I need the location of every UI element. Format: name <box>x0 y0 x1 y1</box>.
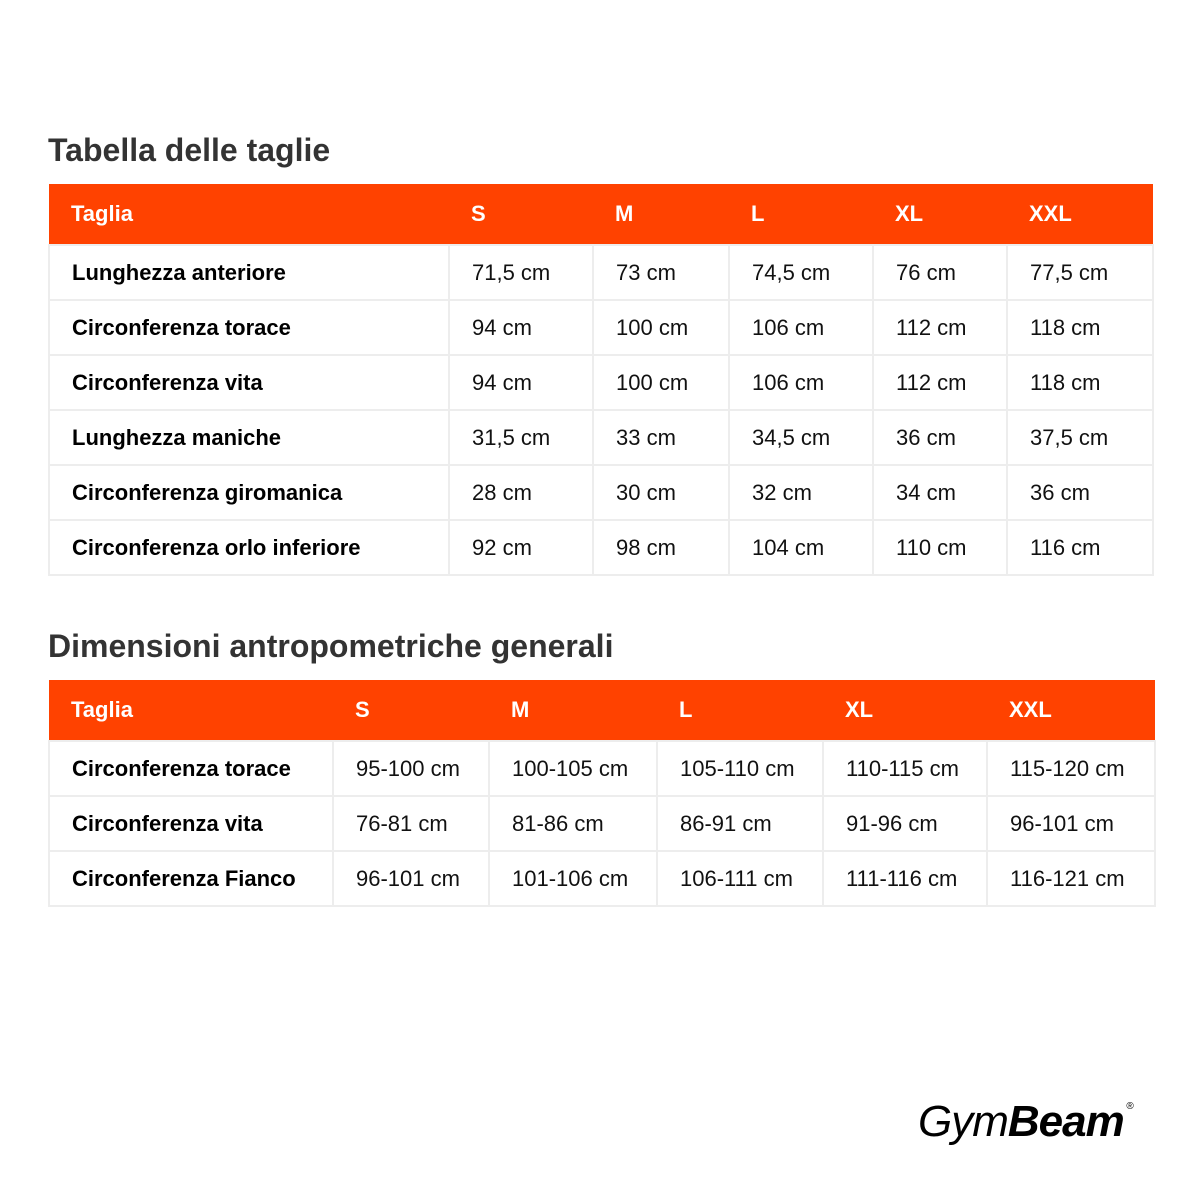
header-cell-m: M <box>593 184 729 245</box>
table-row <box>49 465 1153 520</box>
anthropometric-table <box>48 680 1156 907</box>
header-cell-xxl: XXL <box>987 680 1155 741</box>
row-label: Circonferenza vita <box>49 355 449 410</box>
table-cell: 94 cm <box>449 355 593 410</box>
header-row <box>49 680 1155 741</box>
row-label: Circonferenza vita <box>49 796 333 851</box>
table-cell: 30 cm <box>593 465 729 520</box>
row-label: Circonferenza Fianco <box>49 851 333 906</box>
table-row <box>49 796 1155 851</box>
gymbeam-logo <box>918 1097 1134 1146</box>
table-cell: 32 cm <box>729 465 873 520</box>
logo-text-beam: Beam <box>1007 1097 1124 1146</box>
table-cell: 37,5 cm <box>1007 410 1153 465</box>
table-cell: 116-121 cm <box>987 851 1155 906</box>
row-label: Lunghezza anteriore <box>49 245 449 300</box>
table-cell: 95-100 cm <box>333 741 489 796</box>
table-cell: 112 cm <box>873 355 1007 410</box>
table-cell: 106-111 cm <box>657 851 823 906</box>
header-cell-s: S <box>333 680 489 741</box>
table-cell: 100 cm <box>593 355 729 410</box>
table-cell: 91-96 cm <box>823 796 987 851</box>
size-table-header <box>49 184 1153 245</box>
table-cell: 105-110 cm <box>657 741 823 796</box>
table-cell: 101-106 cm <box>489 851 657 906</box>
table-cell: 100-105 cm <box>489 741 657 796</box>
table-cell: 96-101 cm <box>333 851 489 906</box>
table-cell: 94 cm <box>449 300 593 355</box>
table-cell: 76 cm <box>873 245 1007 300</box>
table-cell: 34 cm <box>873 465 1007 520</box>
header-cell-xl: XL <box>823 680 987 741</box>
table-cell: 115-120 cm <box>987 741 1155 796</box>
header-cell-m: M <box>489 680 657 741</box>
table-cell: 34,5 cm <box>729 410 873 465</box>
table-cell: 110-115 cm <box>823 741 987 796</box>
header-cell-taglia: Taglia <box>49 680 333 741</box>
table-cell: 71,5 cm <box>449 245 593 300</box>
size-table-title: Tabella delle taglie <box>48 132 331 168</box>
table-cell: 86-91 cm <box>657 796 823 851</box>
logo-text-gym: Gym <box>918 1097 1008 1146</box>
table-cell: 74,5 cm <box>729 245 873 300</box>
row-label: Circonferenza torace <box>49 300 449 355</box>
table-cell: 77,5 cm <box>1007 245 1153 300</box>
table-row <box>49 851 1155 906</box>
table-cell: 106 cm <box>729 355 873 410</box>
table-cell: 104 cm <box>729 520 873 575</box>
table-cell: 112 cm <box>873 300 1007 355</box>
table-cell: 106 cm <box>729 300 873 355</box>
anthropometric-table-title: Dimensioni antropometriche generali <box>48 628 614 664</box>
row-label: Circonferenza giromanica <box>49 465 449 520</box>
table-cell: 96-101 cm <box>987 796 1155 851</box>
table-cell: 81-86 cm <box>489 796 657 851</box>
table-cell: 28 cm <box>449 465 593 520</box>
table-cell: 110 cm <box>873 520 1007 575</box>
table-row <box>49 410 1153 465</box>
table-row <box>49 245 1153 300</box>
table-cell: 73 cm <box>593 245 729 300</box>
header-cell-l: L <box>729 184 873 245</box>
table-row <box>49 355 1153 410</box>
table-cell: 118 cm <box>1007 355 1153 410</box>
anthropometric-table-header <box>49 680 1155 741</box>
size-table <box>48 184 1154 576</box>
table-cell: 116 cm <box>1007 520 1153 575</box>
table-cell: 36 cm <box>1007 465 1153 520</box>
header-cell-taglia: Taglia <box>49 184 449 245</box>
registered-mark: ® <box>1126 1101 1134 1112</box>
table-row <box>49 741 1155 796</box>
table-row <box>49 300 1153 355</box>
row-label: Circonferenza torace <box>49 741 333 796</box>
header-cell-xxl: XXL <box>1007 184 1153 245</box>
table-cell: 111-116 cm <box>823 851 987 906</box>
table-cell: 98 cm <box>593 520 729 575</box>
header-row <box>49 184 1153 245</box>
table-cell: 76-81 cm <box>333 796 489 851</box>
table-row <box>49 520 1153 575</box>
table-cell: 36 cm <box>873 410 1007 465</box>
table-cell: 31,5 cm <box>449 410 593 465</box>
table-cell: 118 cm <box>1007 300 1153 355</box>
row-label: Lunghezza maniche <box>49 410 449 465</box>
table-cell: 100 cm <box>593 300 729 355</box>
row-label: Circonferenza orlo inferiore <box>49 520 449 575</box>
table-cell: 33 cm <box>593 410 729 465</box>
header-cell-l: L <box>657 680 823 741</box>
header-cell-xl: XL <box>873 184 1007 245</box>
header-cell-s: S <box>449 184 593 245</box>
table-cell: 92 cm <box>449 520 593 575</box>
